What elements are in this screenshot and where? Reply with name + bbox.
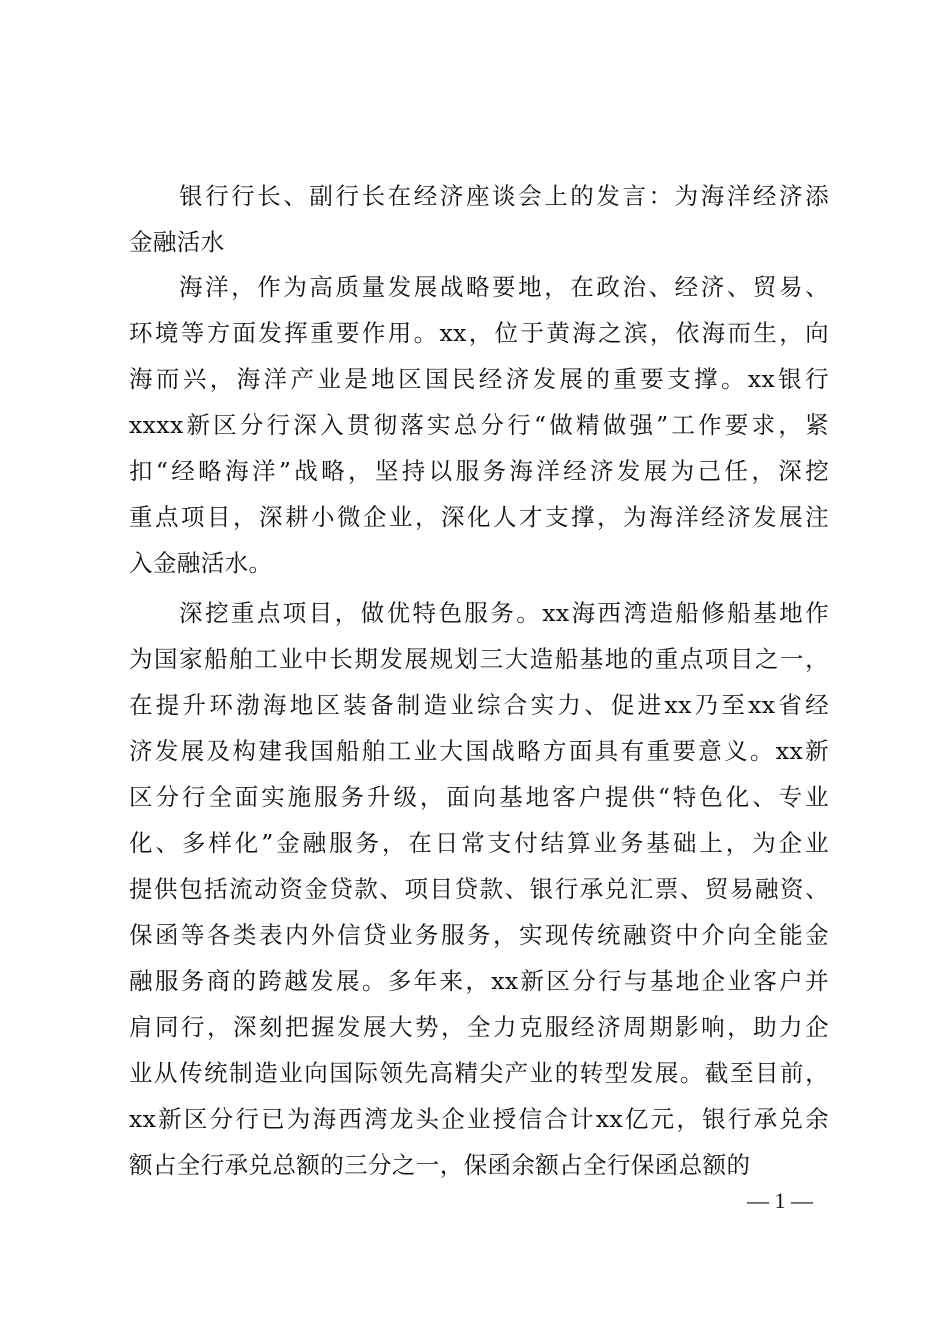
paragraph-2-line-1: 深挖重点项目，做优特色服务。xx海西湾造船修船基地作	[179, 599, 829, 627]
paragraph-1-line-2: 环境等方面发挥重要作用。xx，位于黄海之滨，依海而生，向	[129, 319, 829, 347]
paragraph-1-line-5: 扣“经略海洋”战略，坚持以服务海洋经济发展为己任，深挖	[129, 457, 829, 485]
paragraph-2-line-6: 化、多样化”金融服务，在日常支付结算业务基础上，为企业	[129, 829, 829, 857]
paragraph-1-line-4: xxxx新区分行深入贯彻落实总分行“做精做强”工作要求，紧	[129, 411, 829, 439]
paragraph-2-line-3: 在提升环渤海地区装备制造业综合实力、促进xx乃至xx省经	[129, 691, 829, 719]
paragraph-2-line-11: 业从传统制造业向国际领先高精尖产业的转型发展。截至目前，	[129, 1059, 829, 1087]
page-number: — 1 —	[747, 1188, 813, 1213]
paragraph-1-line-7: 入金融活水。	[129, 549, 273, 577]
paragraph-1-line-3: 海而兴，海洋产业是地区国民经济发展的重要支撑。xx银行	[129, 365, 829, 393]
paragraph-2-line-4: 济发展及构建我国船舶工业大国战略方面具有重要意义。xx新	[129, 737, 829, 765]
paragraph-2-line-7: 提供包括流动资金贷款、项目贷款、银行承兑汇票、贸易融资、	[129, 875, 829, 903]
paragraph-2-line-9: 融服务商的跨越发展。多年来，xx新区分行与基地企业客户并	[129, 967, 829, 995]
paragraph-2-line-12: xx新区分行已为海西湾龙头企业授信合计xx亿元，银行承兑余	[129, 1105, 829, 1133]
document-title-line-2: 金融活水	[129, 228, 225, 256]
paragraph-2-line-8: 保函等各类表内外信贷业务服务，实现传统融资中介向全能金	[129, 921, 829, 949]
paragraph-1-line-6: 重点项目，深耕小微企业，深化人才支撑，为海洋经济发展注	[129, 503, 829, 531]
paragraph-1-line-1: 海洋，作为高质量发展战略要地，在政治、经济、贸易、	[179, 273, 829, 301]
paragraph-2-line-2: 为国家船舶工业中长期发展规划三大造船基地的重点项目之一，	[129, 645, 829, 673]
paragraph-2-line-5: 区分行全面实施服务升级，面向基地客户提供“特色化、专业	[129, 783, 829, 811]
paragraph-2-line-10: 肩同行，深刻把握发展大势，全力克服经济周期影响，助力企	[129, 1013, 829, 1041]
document-title-line-1: 银行行长、副行长在经济座谈会上的发言：为海洋经济添	[179, 182, 829, 210]
paragraph-2-line-13: 额占全行承兑总额的三分之一，保函余额占全行保函总额的	[129, 1151, 751, 1179]
